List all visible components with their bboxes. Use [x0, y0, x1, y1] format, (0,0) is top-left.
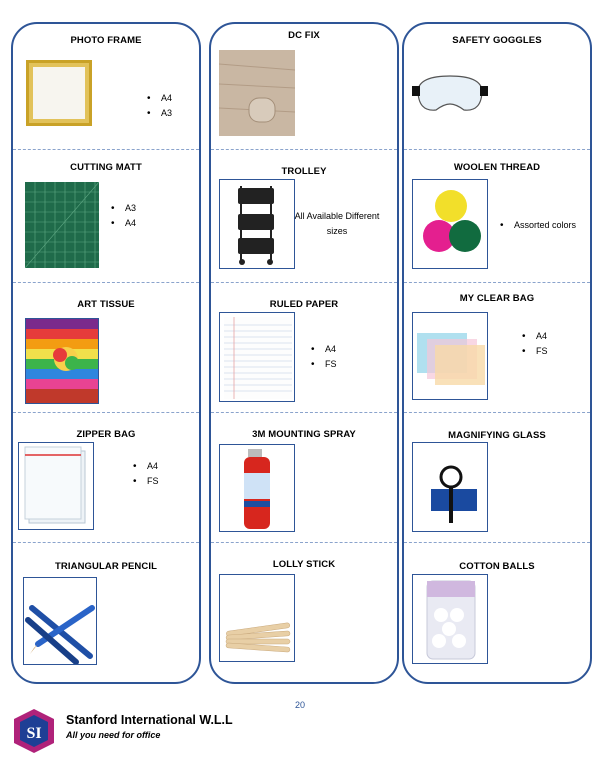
- product-title: ART TISSUE: [77, 299, 135, 310]
- separator: [404, 149, 590, 150]
- product-title: RULED PAPER: [269, 299, 339, 310]
- pencil-icon: [23, 577, 97, 665]
- page-number: 20: [294, 700, 305, 710]
- product-title: MY CLEAR BAG: [459, 293, 535, 304]
- product-title: LOLLY STICK: [272, 559, 336, 570]
- separator: [13, 412, 199, 413]
- separator: [211, 149, 397, 150]
- option: • A4: [133, 459, 159, 474]
- separator: [13, 282, 199, 283]
- company-tagline: All you need for office: [66, 730, 161, 740]
- art-tissue-icon: [25, 318, 99, 404]
- product-column-2: [209, 22, 399, 684]
- product-title: TRIANGULAR PENCIL: [55, 561, 157, 572]
- cotton-balls-icon: [412, 574, 488, 664]
- company-logo: [10, 707, 58, 755]
- separator: [404, 412, 590, 413]
- product-title: PHOTO FRAME: [70, 35, 142, 46]
- product-title: TROLLEY: [281, 166, 327, 177]
- zipper-bag-icon: [18, 442, 94, 530]
- separator: [404, 542, 590, 543]
- option-list: [311, 342, 337, 372]
- option: • A4: [522, 329, 548, 344]
- product-title: COTTON BALLS: [459, 561, 535, 572]
- separator: [211, 542, 397, 543]
- option-list: [111, 201, 136, 231]
- product-title: DC FIX: [288, 30, 320, 41]
- option: • Assorted colors: [500, 218, 576, 233]
- option: • FS: [311, 357, 337, 372]
- photo-frame-icon: [25, 59, 93, 127]
- option-list: [147, 91, 172, 121]
- option-list: [133, 459, 159, 489]
- lolly-stick-icon: [219, 574, 295, 662]
- option: • A4: [311, 342, 337, 357]
- size-note: All Available Different sizes: [294, 211, 380, 236]
- option: • FS: [133, 474, 159, 489]
- separator: [13, 542, 199, 543]
- company-name: Stanford International W.L.L: [66, 713, 233, 727]
- woolen-thread-icon: [412, 179, 488, 269]
- option-list: [500, 218, 576, 233]
- option: • A4: [147, 91, 172, 106]
- option-list: [522, 329, 548, 359]
- goggles-icon: [412, 52, 488, 132]
- separator: [211, 282, 397, 283]
- product-column-3: [402, 22, 592, 684]
- magnifier-icon: [412, 442, 488, 532]
- logo-text: SI: [26, 725, 42, 742]
- separator: [13, 149, 199, 150]
- separator: [404, 282, 590, 283]
- option: • A3: [111, 201, 136, 216]
- separator: [211, 412, 397, 413]
- spray-can-icon: [219, 444, 295, 532]
- trolley-icon: [219, 179, 295, 269]
- clear-bag-icon: [412, 312, 488, 400]
- ruled-paper-icon: [219, 312, 295, 402]
- product-title: 3M MOUNTING SPRAY: [252, 429, 356, 440]
- cutting-mat-icon: [25, 182, 99, 268]
- product-title: WOOLEN THREAD: [453, 162, 541, 173]
- product-title: ZIPPER BAG: [76, 429, 136, 440]
- dc-fix-roll-icon: [219, 50, 295, 136]
- product-title: CUTTING MATT: [70, 162, 142, 173]
- option: • FS: [522, 344, 548, 359]
- option: • A3: [147, 106, 172, 121]
- option: • A4: [111, 216, 136, 231]
- product-title: MAGNIFYING GLASS: [448, 430, 546, 441]
- product-title: SAFETY GOGGLES: [452, 35, 542, 46]
- product-column-1: [11, 22, 201, 684]
